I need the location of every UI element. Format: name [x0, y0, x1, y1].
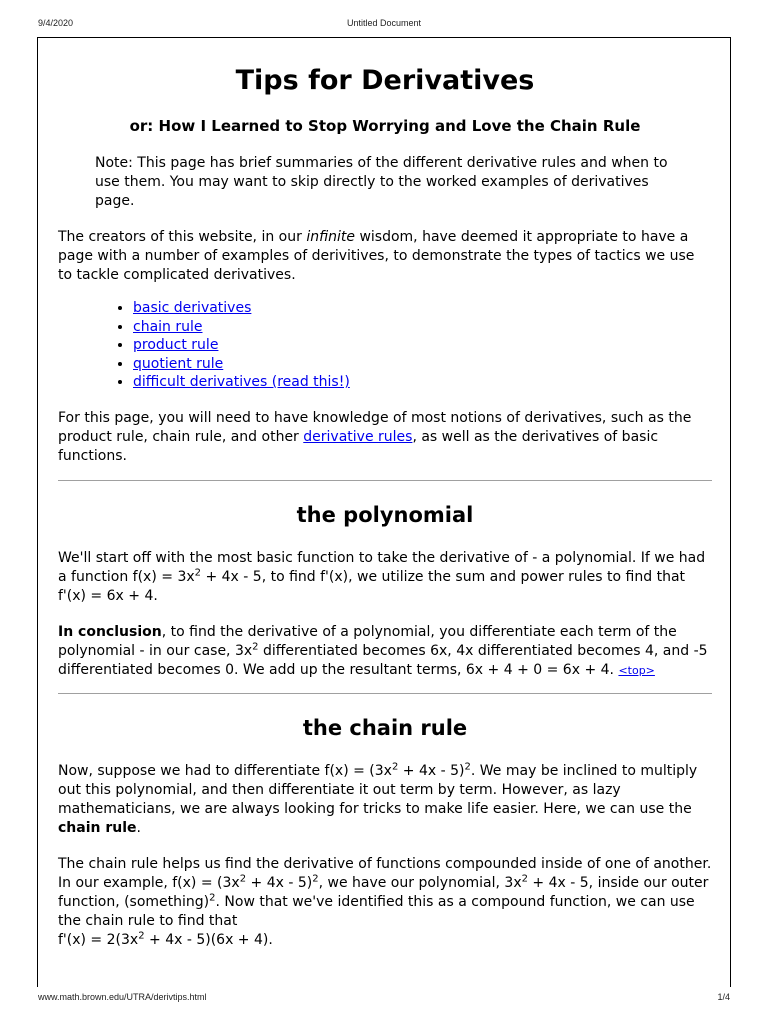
page-subtitle: or: How I Learned to Stop Worrying and Love the Chain Rule — [129, 117, 641, 135]
bold-text: In conclusion — [58, 623, 162, 640]
section-heading-chain-rule: the chain rule — [302, 715, 468, 740]
superscript: 2 — [209, 891, 216, 903]
text-run: f'(x) = 2(3x — [58, 931, 139, 948]
superscript: 2 — [252, 640, 259, 652]
intro-text-a: The creators of this website, in our — [58, 229, 307, 245]
need-text-b: , as well as the derivatives of basic functions. — [58, 428, 659, 464]
section-heading-polynomial: the polynomial — [296, 502, 474, 527]
link-basic-derivatives[interactable]: basic derivatives — [133, 300, 252, 316]
list-item — [133, 299, 712, 318]
text-run: . Now that we've identified this as a compound function, we can use the chain rule to find that — [58, 893, 695, 929]
chain-paragraph-1 — [58, 762, 712, 838]
need-text-a: For this page, you will need to have knowledge of most notions of derivatives, such as the product rule, chain rule, and other — [58, 409, 692, 445]
superscript: 2 — [521, 872, 528, 884]
text-run: . We may be inclined to multiply out this polynomial, and then differentiate it out term by term. However, as lazy mathematicians, we are always looking for tricks to make life easier. Here, we can use the — [58, 762, 698, 817]
intro-emphasis: infinite — [306, 229, 355, 245]
text-run: , to find the derivative of a polynomial, you differentiate each term of the polynomial - in our case, 3x — [58, 623, 677, 659]
superscript: 2 — [312, 872, 319, 884]
link-chain-rule[interactable]: chain rule — [133, 318, 203, 335]
text-run: + 4x - 5) — [398, 762, 465, 779]
superscript: 2 — [464, 760, 471, 772]
print-url: www.math.brown.edu/UTRA/derivtips.html — [38, 992, 207, 1002]
text-run: + 4x - 5, inside our outer function, (something) — [58, 874, 709, 910]
text-run: . — [136, 819, 141, 836]
top-link[interactable]: <top> — [618, 663, 655, 677]
intro-text-b: wisdom, have deemed it appropriate to have a page with a number of examples of derivitives, to demonstrate the types of tactics we use to tackle complicated derivatives. — [58, 229, 695, 283]
list-item — [133, 318, 712, 337]
page-frame — [37, 37, 731, 987]
link-derivative-rules[interactable]: derivative rules — [303, 428, 413, 445]
text-run: + 4x - 5) — [246, 874, 313, 891]
print-page-number: 1/4 — [717, 992, 730, 1002]
topic-link-list — [58, 299, 712, 392]
page-content — [58, 38, 712, 950]
section-divider — [58, 693, 712, 694]
chain-paragraph-2 — [58, 855, 712, 950]
print-footer — [0, 990, 768, 1006]
list-item — [133, 373, 712, 392]
link-difficult-derivatives[interactable]: difficult derivatives (read this!) — [133, 374, 350, 390]
print-doc-title: Untitled Document — [346, 18, 422, 28]
prerequisites-paragraph — [58, 409, 712, 466]
text-run: We'll start off with the most basic function to take the derivative of - a polynomial. If we had a function f(x) = 3x — [58, 549, 706, 585]
superscript: 2 — [194, 566, 202, 578]
list-item — [133, 336, 712, 355]
section-divider — [58, 480, 712, 481]
note-paragraph: Note: This page has brief summaries of the different derivative rules and when to use them. You may want to skip directly to the worked examples of derivatives page. — [95, 155, 668, 209]
link-quotient-rule[interactable]: quotient rule — [133, 355, 224, 372]
text-run: + 4x - 5)(6x + 4). — [144, 931, 273, 948]
text-run: Now, suppose we had to differentiate f(x) = (3x — [58, 762, 392, 779]
superscript: 2 — [138, 929, 145, 941]
superscript: 2 — [239, 872, 247, 884]
text-run: + 4x - 5, to find f'(x), we utilize the sum and power rules to find that f'(x) = 6x + 4. — [58, 568, 686, 604]
bold-text: chain rule — [58, 819, 137, 836]
link-product-rule[interactable]: product rule — [133, 337, 219, 353]
superscript: 2 — [391, 760, 399, 772]
intro-paragraph — [58, 228, 712, 285]
page-title: Tips for Derivatives — [235, 65, 535, 96]
text-run: The chain rule helps us find the derivative of functions compounded inside of one of another. In our example, f(x) = (3x — [58, 855, 712, 891]
text-run: differentiated becomes 6x, 4x differentiated becomes 4, and -5 differentiated becomes 0. We add up the resultant terms, 6x + 4 + 0 = 6x + 4. — [58, 642, 708, 678]
text-run: , we have our polynomial, 3x — [318, 874, 522, 891]
polynomial-paragraph-2 — [58, 623, 712, 680]
list-item — [133, 355, 712, 374]
print-header — [0, 16, 768, 32]
polynomial-paragraph-1 — [58, 549, 712, 606]
print-date: 9/4/2020 — [38, 18, 74, 28]
